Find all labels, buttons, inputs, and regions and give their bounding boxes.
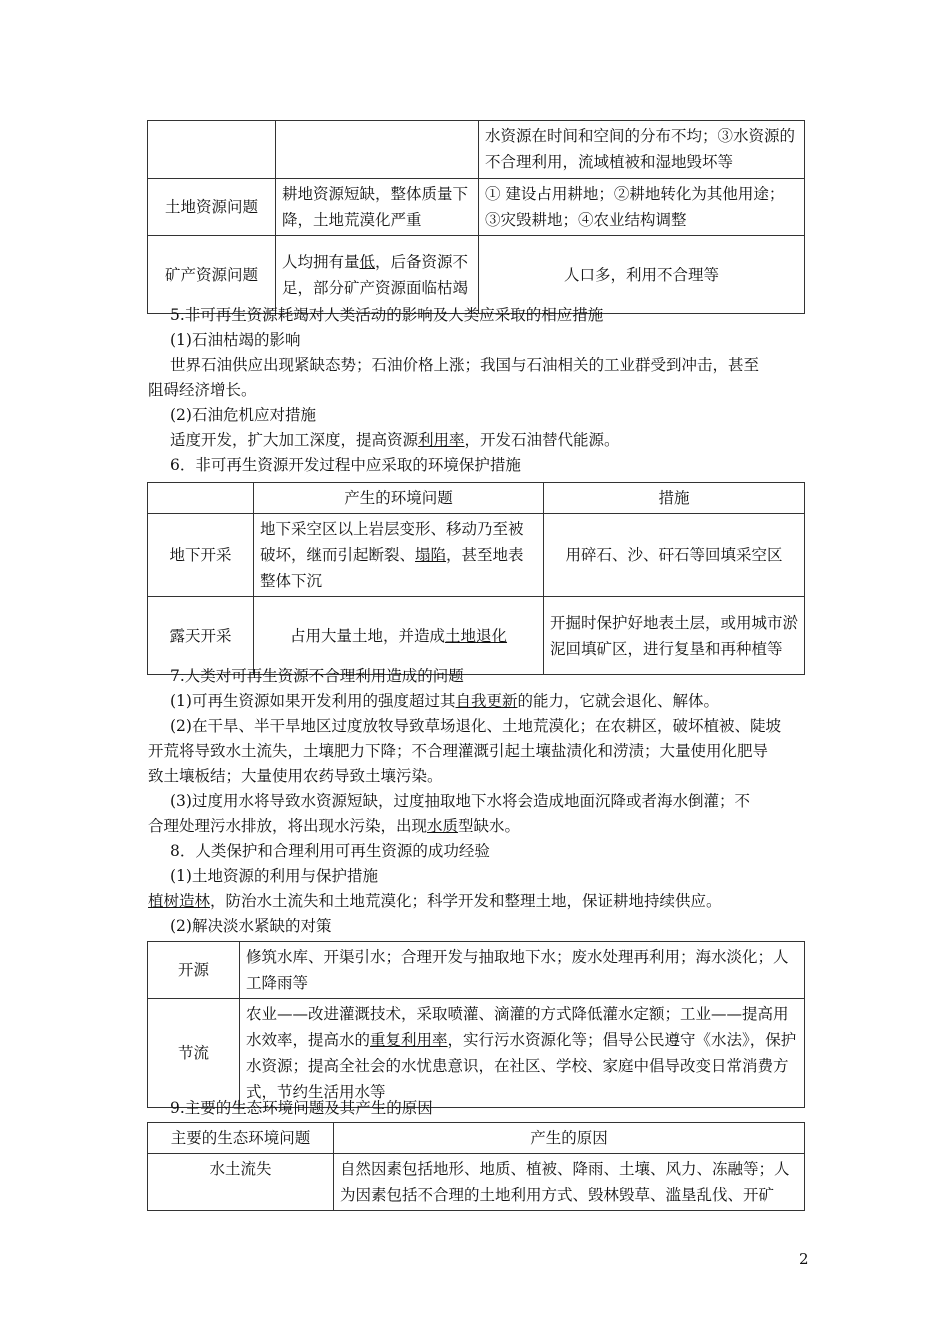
table-row [148,1154,805,1211]
table-cell: 用碎石、沙、矸石等回填采空区 [544,514,805,597]
subheading: (2)解决淡水紧缺的对策 [170,917,332,935]
table-cell: 开掘时保护好地表土层，或用城市淤泥回填矿区，进行复垦和再种植等 [544,597,805,675]
text: 人均拥有量 [282,252,360,271]
table-cell: 水资源在时间和空间的分布不均；③水资源的不合理利用，流域植被和湿地毁坏等 [479,121,805,179]
table-cell: 耕地资源短缺，整体质量下降，土地荒漠化严重 [276,179,479,236]
section-heading: 8．人类保护和合理利用可再生资源的成功经验 [170,842,490,860]
page-number: 2 [799,1250,809,1268]
underlined-term: 利用率 [418,431,465,449]
section-heading: 5.非可再生资源耗竭对人类活动的影响及人类应采取的相应措施 [170,306,604,324]
table-row [148,942,805,999]
underlined-term: 植树造林 [148,892,211,910]
table-cell: 露天开采 [148,597,254,675]
eco-problems-table [147,1122,805,1211]
section-heading: 6．非可再生资源开发过程中应采取的环境保护措施 [170,456,521,474]
text: (1)可再生资源如果开发利用的强度超过其 [170,692,456,710]
table-cell: 自然因素包括地形、地质、植被、降雨、土壤、风力、冻融等；人为因素包括不合理的土地利用方式、毁林毁草、滥垦乱伐、开矿 [334,1154,805,1211]
table-header-row [148,483,805,514]
column-header: 主要的生态环境问题 [148,1123,334,1154]
table-cell: 土地资源问题 [148,179,276,236]
paragraph-line [170,689,719,713]
subheading: (1)土地资源的利用与保护措施 [170,867,378,885]
text: 型缺水。 [458,817,521,835]
text: ，防治水土流失和土地荒漠化；科学开发和整理土地，保证耕地持续供应。 [210,892,722,910]
paragraph-line [148,814,520,838]
table-cell [148,483,254,514]
column-header: 产生的环境问题 [254,483,544,514]
paragraph-line: 世界石油供应出现紧缺态势；石油价格上涨；我国与石油相关的工业群受到冲击，甚至 [170,356,760,374]
column-header: 产生的原因 [334,1123,805,1154]
paragraph-line: 开荒将导致水土流失，土壤肥力下降；不合理灌溉引起土壤盐渍化和涝渍；大量使用化肥导 [148,742,769,760]
table-cell [254,514,544,597]
text: ，实行污水资源化等；倡导公民遵守《水法》，保护水资源；提高全社会的水忧患意识，在社区、学校、家庭中倡导改变日常消费方式，节约生活用水等 [246,1031,797,1101]
underlined-term: 土地退化 [445,626,508,645]
table-row [148,236,805,314]
table-cell: 开源 [148,942,240,999]
mining-protection-table [147,482,805,675]
table-cell: 地下开采 [148,514,254,597]
paragraph-line [170,428,620,452]
text: 适度开发，扩大加工深度，提高资源 [170,431,419,449]
table-cell: 节流 [148,999,240,1108]
paragraph-line [148,889,722,913]
text: 地下采空区以上岩层变形、移动乃至被破坏，继而引起断裂、 [260,520,524,564]
paragraph-line: 阻碍经济增长。 [148,381,257,399]
section-heading: 9.主要的生态环境问题及其产生的原因 [170,1099,433,1117]
table-row [148,121,805,179]
text: ，甚至地表整体下沉 [260,546,524,590]
text: ，开发石油替代能源。 [464,431,620,449]
water-shortage-table [147,941,805,1108]
column-header: 措施 [544,483,805,514]
subheading: (1)石油枯竭的影响 [170,331,301,349]
table-cell: 矿产资源问题 [148,236,276,314]
text: 占用大量土地，并造成 [289,626,445,645]
text: ，后备资源不足，部分矿产资源面临枯竭 [282,252,469,297]
text: 合理处理污水排放，将出现水污染，出现 [148,817,428,835]
section-heading: 7.人类对可再生资源不合理利用造成的问题 [170,667,464,685]
resource-problems-table [147,120,805,314]
table-cell [276,121,479,179]
table-cell: 水土流失 [148,1154,334,1211]
underlined-term: 重复利用率 [370,1031,448,1049]
table-cell [240,999,805,1108]
underlined-term: 低 [359,252,376,271]
table-row [148,514,805,597]
table-cell: ① 建设占用耕地；②耕地转化为其他用途；③灾毁耕地；④农业结构调整 [479,179,805,236]
text: 农业——改进灌溉技术，采取喷灌、滴灌的方式降低灌水定额；工业——提高用水效率，提高水的 [246,1005,789,1049]
table-cell [148,121,276,179]
table-row [148,597,805,675]
table-cell: 人口多，利用不合理等 [479,236,805,314]
text: 的能力，它就会退化、解体。 [517,692,719,710]
table-cell [276,236,479,314]
underlined-term: 塌陷 [415,546,447,564]
table-row [148,999,805,1108]
paragraph-line: (2)在干旱、半干旱地区过度放牧导致草场退化、土地荒漠化；在农耕区，破坏植被、陡坡 [170,717,781,735]
table-header-row [148,1123,805,1154]
underlined-term: 自我更新 [455,692,518,710]
subheading: (2)石油危机应对措施 [170,406,316,424]
underlined-term: 水质 [427,817,459,835]
paragraph-line: 致土壤板结；大量使用农药导致土壤污染。 [148,767,443,785]
table-row [148,179,805,236]
table-cell: 修筑水库、开渠引水；合理开发与抽取地下水；废水处理再利用；海水淡化；人工降雨等 [240,942,805,999]
table-cell [254,597,544,675]
paragraph-line: (3)过度用水将导致水资源短缺，过度抽取地下水将会造成地面沉降或者海水倒灌；不 [170,792,750,810]
